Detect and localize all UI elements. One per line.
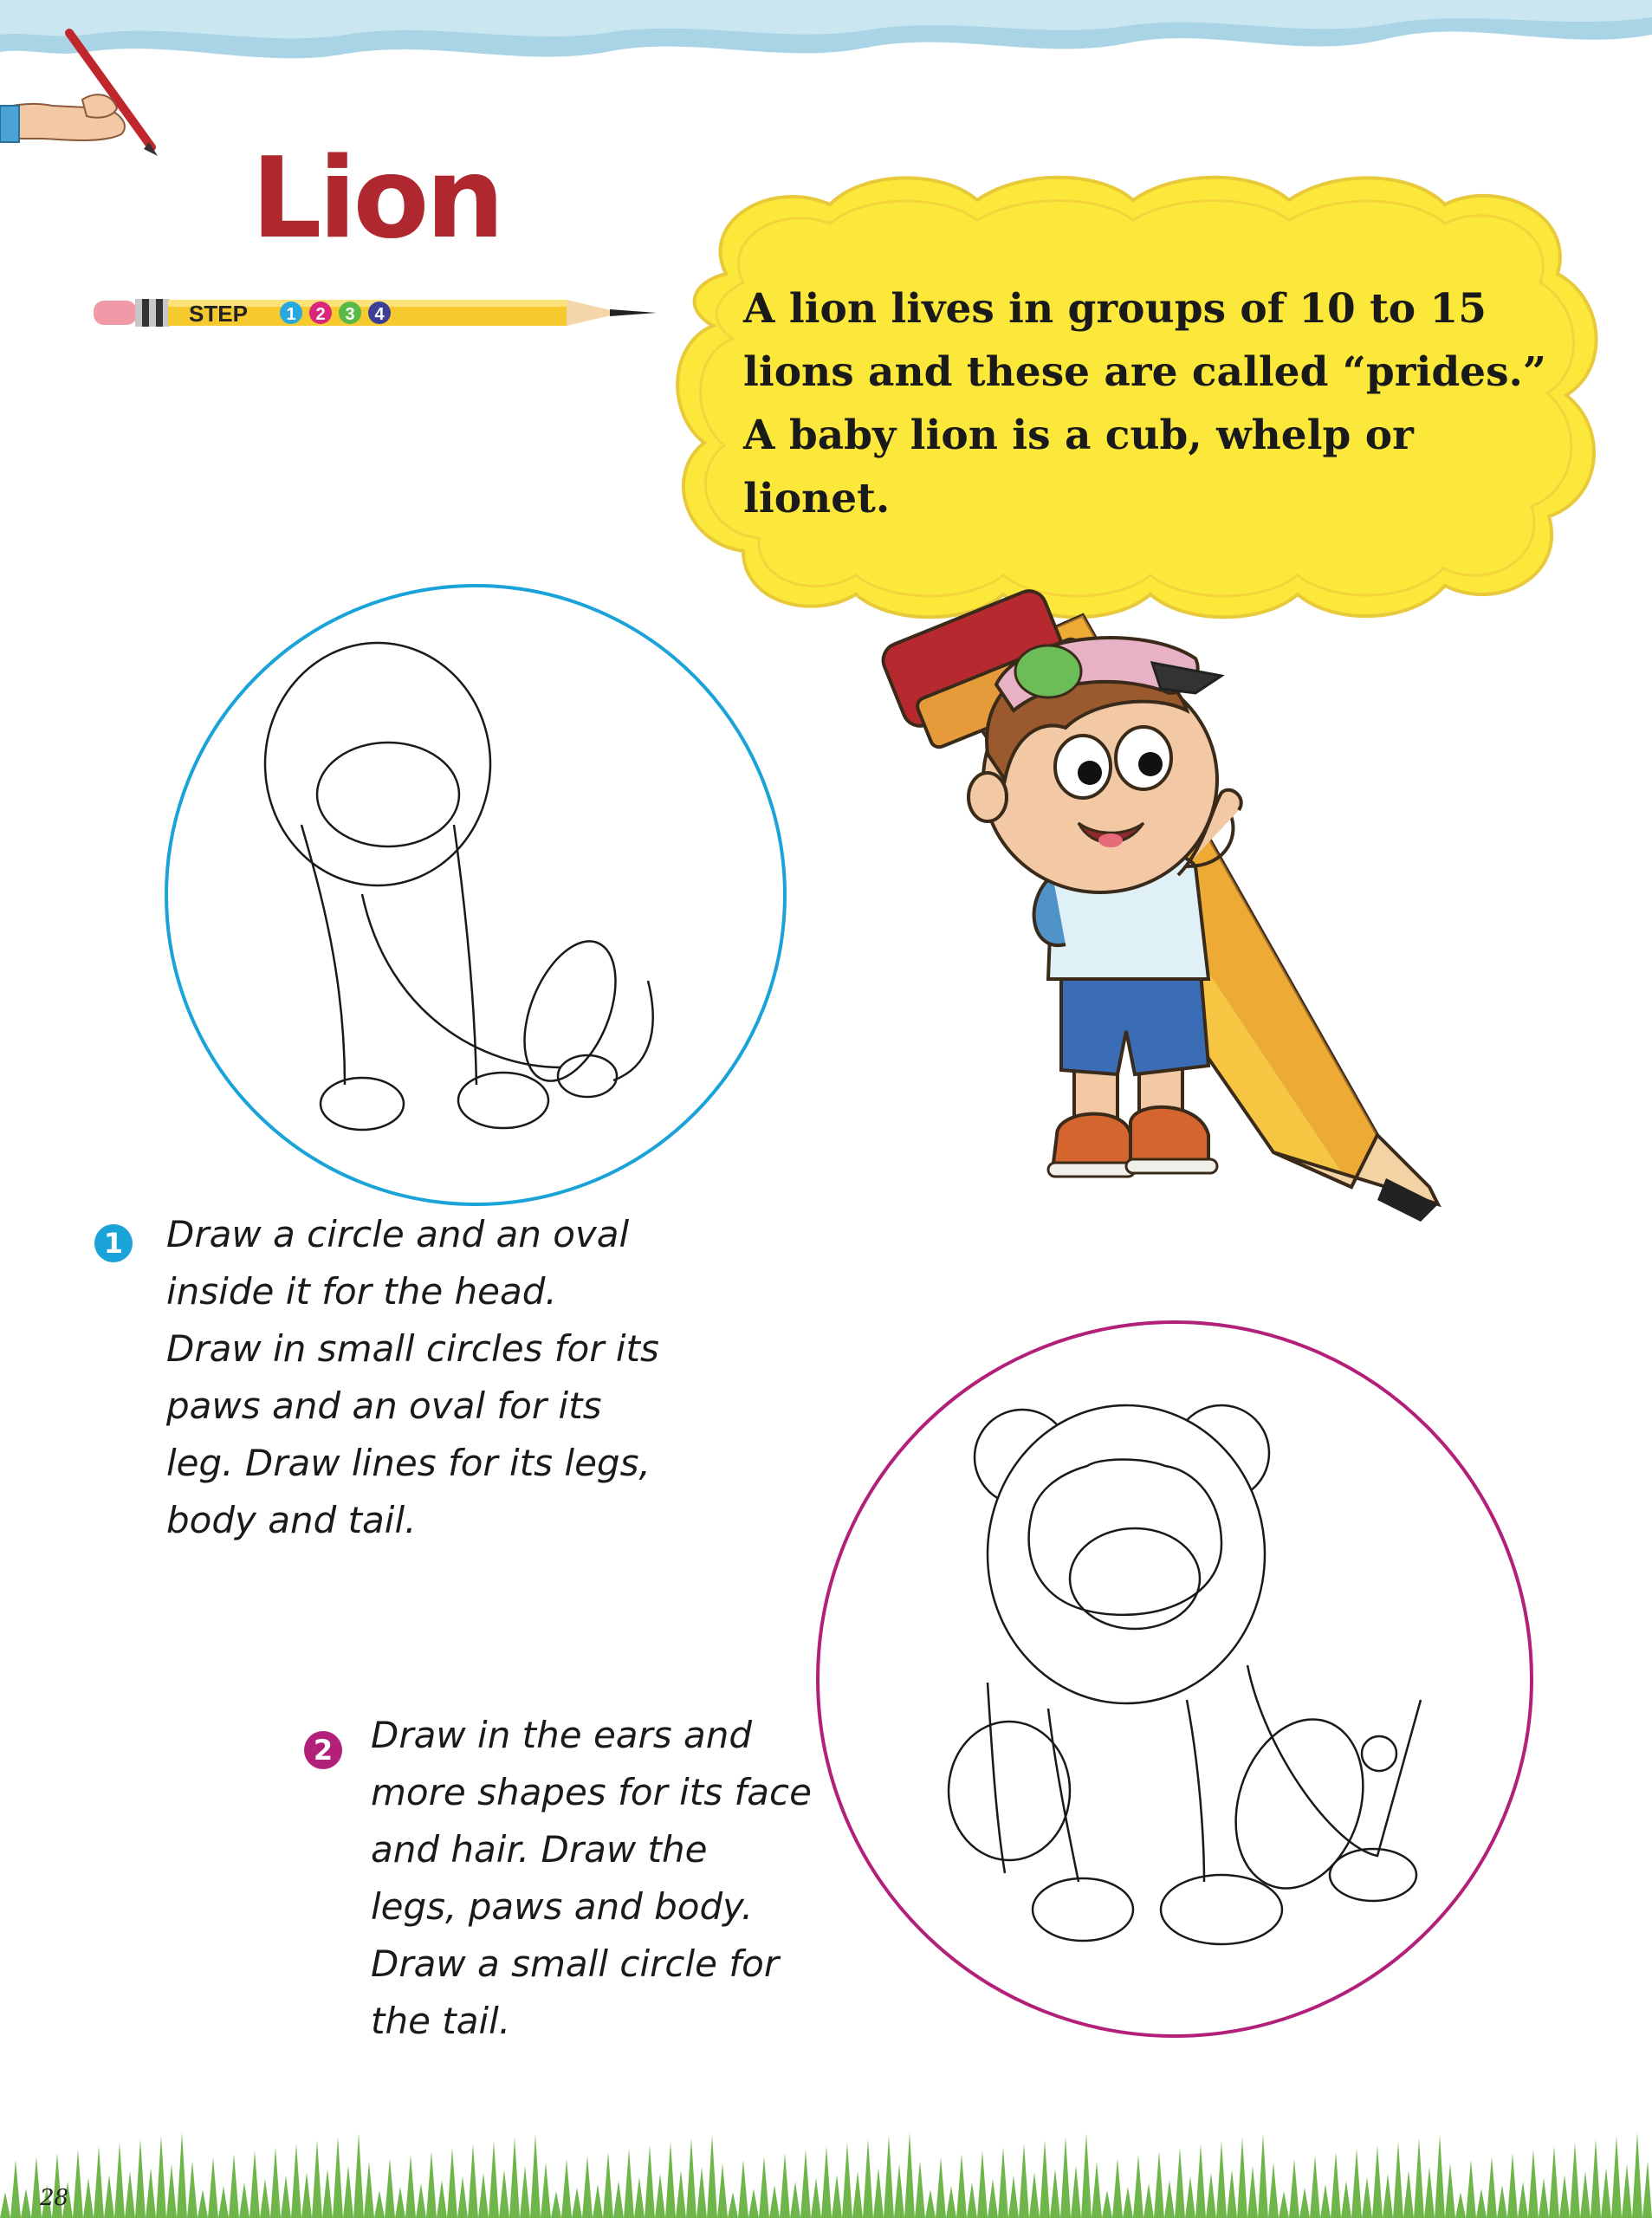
step-dot-3 (339, 302, 361, 324)
step-dot-4 (368, 302, 391, 324)
svg-text:2: 2 (315, 305, 326, 324)
svg-text:4: 4 (374, 305, 385, 324)
boy-with-giant-pencil-illustration (866, 580, 1455, 1239)
fact-text: A lion lives in groups of 10 to 15 lions and these are called “prides.” A baby lion is a cub, whelp or lionet. (743, 285, 1546, 522)
pencil-eraser (94, 301, 137, 325)
page-number: 28 (40, 2185, 69, 2211)
step-1-drawing (163, 582, 788, 1208)
svg-text:3: 3 (345, 305, 355, 324)
step-2-badge: 2 (304, 1731, 342, 1769)
step-1-instructions: Draw a circle and an oval inside it for the head. Draw in small circles for its paws and an oval for its leg. Draw lines for its legs, body and tail. (166, 1213, 659, 1541)
step-dot-1 (280, 302, 302, 324)
grass-footer (0, 2114, 1652, 2218)
pencil-step-bar (94, 293, 657, 333)
step-2-drawing (814, 1319, 1535, 2040)
step-label: STEP (189, 301, 248, 327)
hand-with-pencil-icon (0, 26, 165, 156)
step-2-instructions: Draw in the ears and more shapes for its face and hair. Draw the legs, paws and body. Draw a small circle for the tail. (371, 1714, 812, 2042)
step-dot-2 (309, 302, 332, 324)
sky-wave-banner (0, 0, 1652, 95)
step-1-badge: 1 (94, 1224, 133, 1262)
page-title: Lion (251, 134, 502, 263)
svg-text:1: 1 (286, 305, 296, 324)
